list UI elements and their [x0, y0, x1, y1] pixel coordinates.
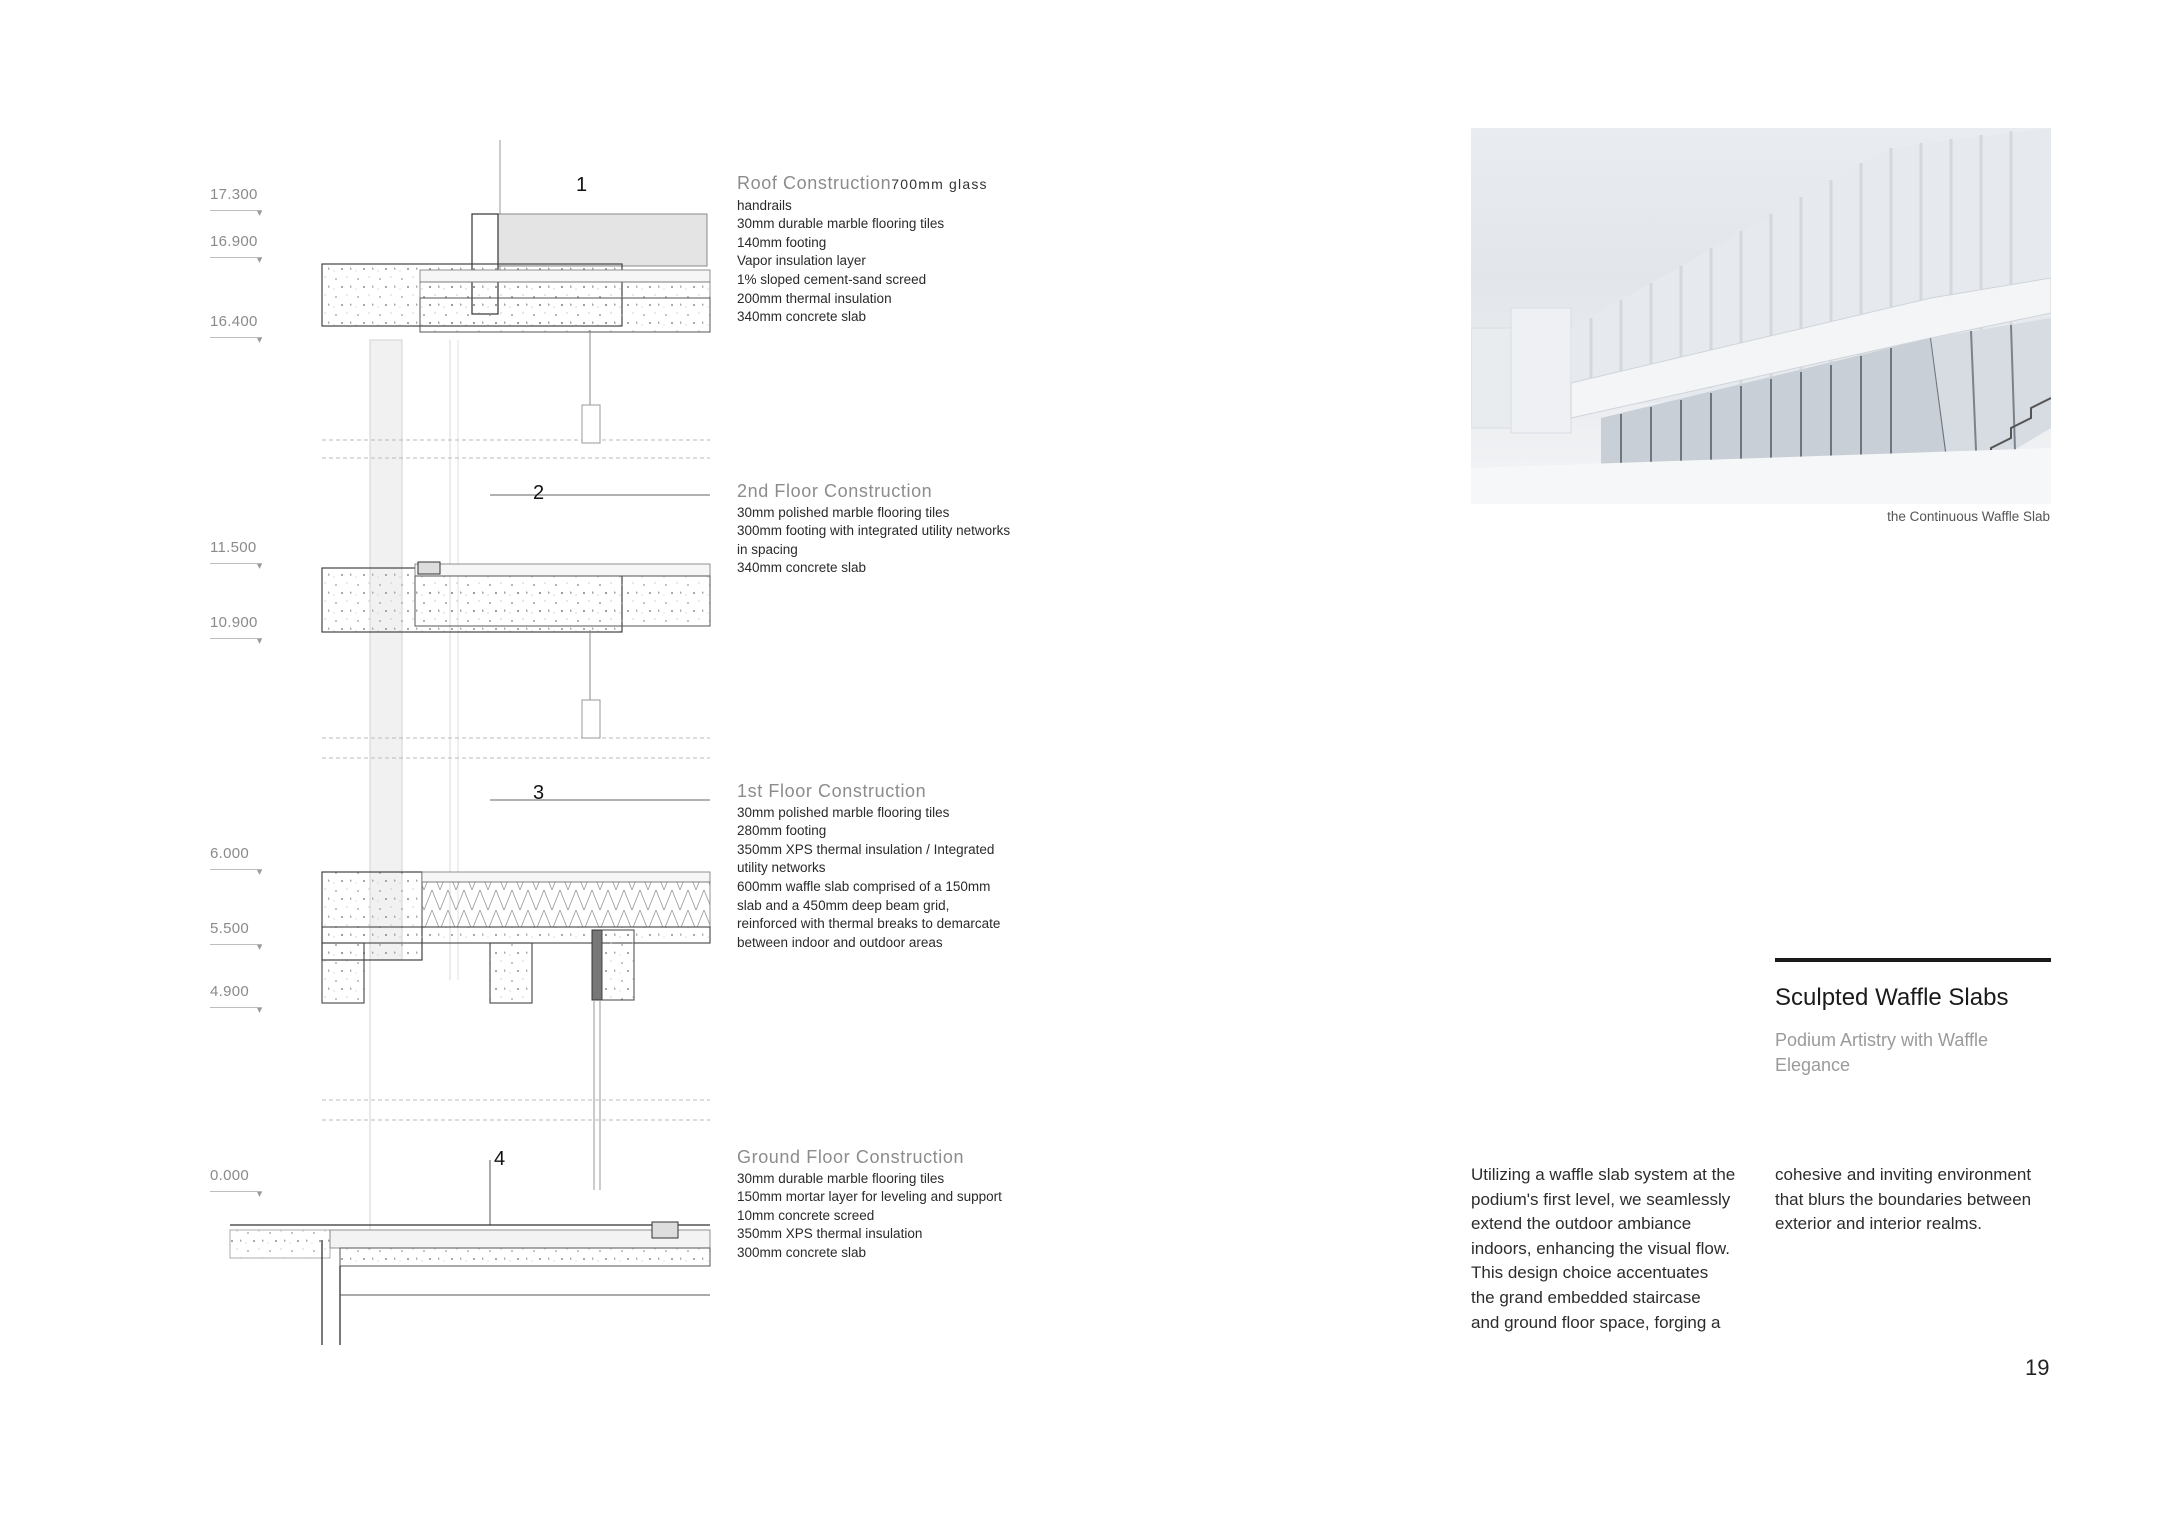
spec-line: slab and a 450mm deep beam grid, — [737, 897, 950, 913]
detail-number: 1 — [576, 174, 588, 196]
detail-number: 2 — [533, 482, 545, 504]
page-number: 19 — [2025, 1355, 2050, 1380]
level-arrow — [210, 563, 262, 571]
wall-section-svg — [200, 130, 720, 1350]
level-mark: 10.900 — [210, 614, 258, 631]
spec-ground-floor — [737, 1148, 1017, 1263]
spec-line: reinforced with thermal breaks to demarcate — [737, 916, 1001, 932]
level-arrow — [210, 257, 262, 265]
building-render-image — [1471, 128, 2051, 504]
spec-line: utility networks — [737, 860, 826, 876]
detail-number: 4 — [494, 1148, 506, 1170]
spec-line: handrails — [737, 197, 792, 213]
detail-number: 3 — [533, 782, 545, 804]
level-mark: 6.000 — [210, 845, 250, 862]
level-arrow — [210, 1007, 262, 1015]
spec-roof — [737, 174, 1017, 327]
level-mark: 0.000 — [210, 1167, 250, 1184]
spec-line: 30mm polished marble flooring tiles — [737, 804, 950, 820]
spec-title: Roof Construction700mm glass — [737, 173, 988, 193]
level-mark: 17.300 — [210, 186, 258, 203]
spec-line: in spacing — [737, 541, 798, 557]
spec-line: 30mm polished marble flooring tiles — [737, 504, 950, 520]
level-arrow — [210, 1191, 262, 1199]
body-paragraph-col2: cohesive and inviting environment that blurs the boundaries between exterior and interior realms. — [1775, 1165, 2032, 1234]
spec-line: Vapor insulation layer — [737, 253, 866, 269]
level-arrow — [210, 210, 262, 218]
spec-line: 300mm concrete slab — [737, 1244, 867, 1260]
spec-line: 280mm footing — [737, 823, 827, 839]
spec-line: 30mm durable marble flooring tiles — [737, 216, 945, 232]
spec-line: 340mm concrete slab — [737, 560, 867, 576]
level-arrow — [210, 337, 262, 345]
level-mark: 16.900 — [210, 233, 258, 250]
spec-line: 600mm waffle slab comprised of a 150mm — [737, 878, 991, 894]
spec-line: 30mm durable marble flooring tiles — [737, 1170, 945, 1186]
spec-line: 300mm footing with integrated utility networks — [737, 523, 1011, 539]
section-subheading: Podium Artistry with Waffle Elegance — [1775, 1030, 1989, 1075]
spec-title: Ground Floor Construction — [737, 1147, 965, 1167]
spec-title: 2nd Floor Construction — [737, 481, 933, 501]
spec-line: 340mm concrete slab — [737, 309, 867, 325]
body-paragraph-col1: Utilizing a waffle slab system at the podium's first level, we seamlessly extend the outdoor ambiance indoors, enhancing the visual flow. This design choice accentuates the grand embedded staircase and ground floor space, forging a — [1471, 1165, 1736, 1332]
spec-line: 350mm XPS thermal insulation — [737, 1226, 923, 1242]
level-arrow — [210, 638, 262, 646]
spec-line: 1% sloped cement-sand screed — [737, 271, 927, 287]
level-mark: 5.500 — [210, 920, 250, 937]
level-mark: 4.900 — [210, 983, 250, 1000]
spec-line: between indoor and outdoor areas — [737, 934, 943, 950]
level-arrow — [210, 944, 262, 952]
image-caption: the Continuous Waffle Slab — [1887, 509, 2050, 524]
spec-line: 350mm XPS thermal insulation / Integrated — [737, 841, 995, 857]
spec-title: 1st Floor Construction — [737, 781, 927, 801]
level-mark: 16.400 — [210, 313, 258, 330]
level-mark: 11.500 — [210, 539, 257, 556]
level-arrow — [210, 869, 262, 877]
spec-line: 140mm footing — [737, 234, 827, 250]
section-drawing — [200, 130, 720, 1350]
section-heading: Sculpted Waffle Slabs — [1775, 984, 2009, 1011]
spec-line: 150mm mortar layer for leveling and support — [737, 1189, 1002, 1205]
spec-1st-floor — [737, 782, 1017, 952]
spec-line: 200mm thermal insulation — [737, 290, 892, 306]
spec-2nd-floor — [737, 482, 1017, 578]
spec-line: 10mm concrete screed — [737, 1207, 875, 1223]
heading-rule — [1775, 958, 2051, 962]
